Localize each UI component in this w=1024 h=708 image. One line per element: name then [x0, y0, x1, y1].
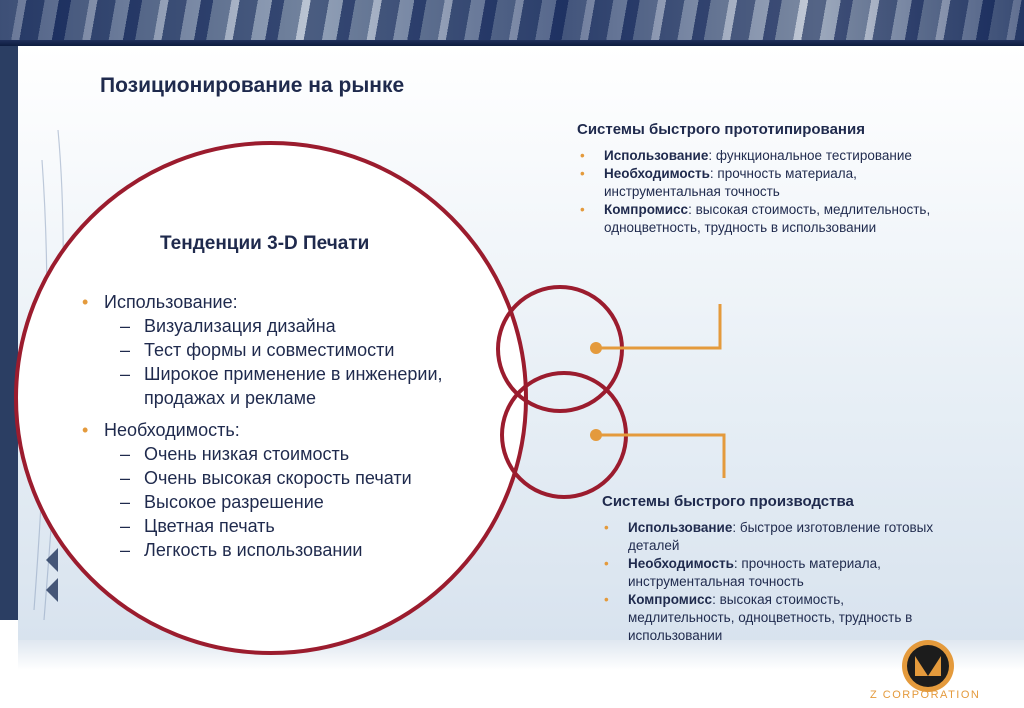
production-need: • Необходимость: прочность материала, инструментальная точность — [602, 555, 1002, 591]
trend-need-item: – Очень низкая стоимость — [120, 444, 350, 464]
zcorp-logo-icon — [902, 640, 954, 692]
connector-bottom-dot — [590, 429, 602, 441]
connector-top-dot — [590, 342, 602, 354]
production-list — [602, 519, 1002, 645]
prototyping-list — [578, 147, 1008, 237]
company-logo-text: Z CORPORATION — [870, 689, 981, 701]
trend-need-label: • Необходимость: — [82, 418, 512, 442]
trend-usage-item: – Широкое применение в инженерии, — [120, 364, 443, 384]
prototyping-title: Системы быстрого прототипирования — [577, 121, 865, 138]
trend-need-item: – Цветная печать — [120, 516, 275, 536]
trends-list — [82, 290, 512, 562]
connector-top — [596, 304, 720, 348]
trend-usage-label: • Использование: — [82, 290, 512, 314]
trend-need-item: – Очень высокая скорость печати — [120, 468, 412, 488]
trend-need-item: – Высокое разрешение — [120, 492, 324, 512]
production-title: Системы быстрого производства — [602, 493, 854, 510]
production-tradeoff: • Компромисс: высокая стоимость, медлительность, одноцветность, трудность в использовании — [602, 591, 1002, 645]
prototyping-need: • Необходимость: прочность материала, инструментальная точность — [578, 165, 1008, 201]
page-title: Позиционирование на рынке — [100, 74, 405, 97]
prototyping-tradeoff: • Компромисс: высокая стоимость, медлительность, одноцветность, трудность в использовании — [578, 201, 1008, 237]
production-usage: • Использование: быстрое изготовление готовых деталей — [602, 519, 1002, 555]
trend-usage-item-continued: продажах и рекламе — [144, 388, 316, 408]
trend-usage-item: – Визуализация дизайна — [120, 316, 336, 336]
circle-title: Тенденции 3-D Печати — [160, 233, 370, 254]
trend-need-item: – Легкость в использовании — [120, 540, 363, 560]
trend-usage-item: – Тест формы и совместимости — [120, 340, 395, 360]
prototyping-usage: • Использование: функциональное тестирование — [578, 147, 1008, 165]
